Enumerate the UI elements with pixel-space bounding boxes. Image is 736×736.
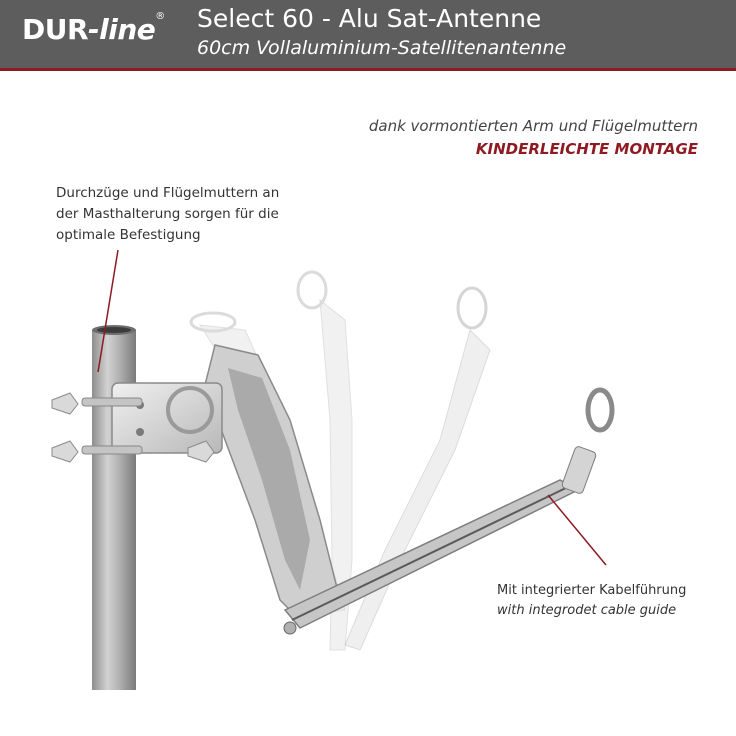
product-title: Select 60 - Alu Sat-Antenne bbox=[197, 4, 542, 33]
product-subtitle: 60cm Vollaluminium-Satellitenantenne bbox=[197, 37, 567, 59]
cable-guide-text-de: Mit integrierter Kabelführung bbox=[497, 583, 687, 598]
callout-line: der Masthalterung sorgen für die bbox=[56, 206, 279, 222]
cable-guide-text-en: with integrodet cable guide bbox=[497, 603, 677, 618]
registered-mark: ® bbox=[155, 11, 165, 22]
brand-name-bold: DUR bbox=[22, 13, 89, 46]
callout-line: Durchzüge und Flügelmuttern an bbox=[56, 185, 280, 201]
mast-pole bbox=[92, 325, 136, 690]
callout-leader-line bbox=[548, 495, 606, 565]
tagline-highlight: KINDERLEICHTE MONTAGE bbox=[475, 140, 698, 158]
tagline-text: dank vormontierten Arm und Flügelmuttern bbox=[368, 117, 698, 135]
callout-line: optimale Befestigung bbox=[56, 227, 201, 243]
brand-name-italic: -line bbox=[88, 13, 156, 46]
dish-bracket bbox=[205, 345, 340, 625]
